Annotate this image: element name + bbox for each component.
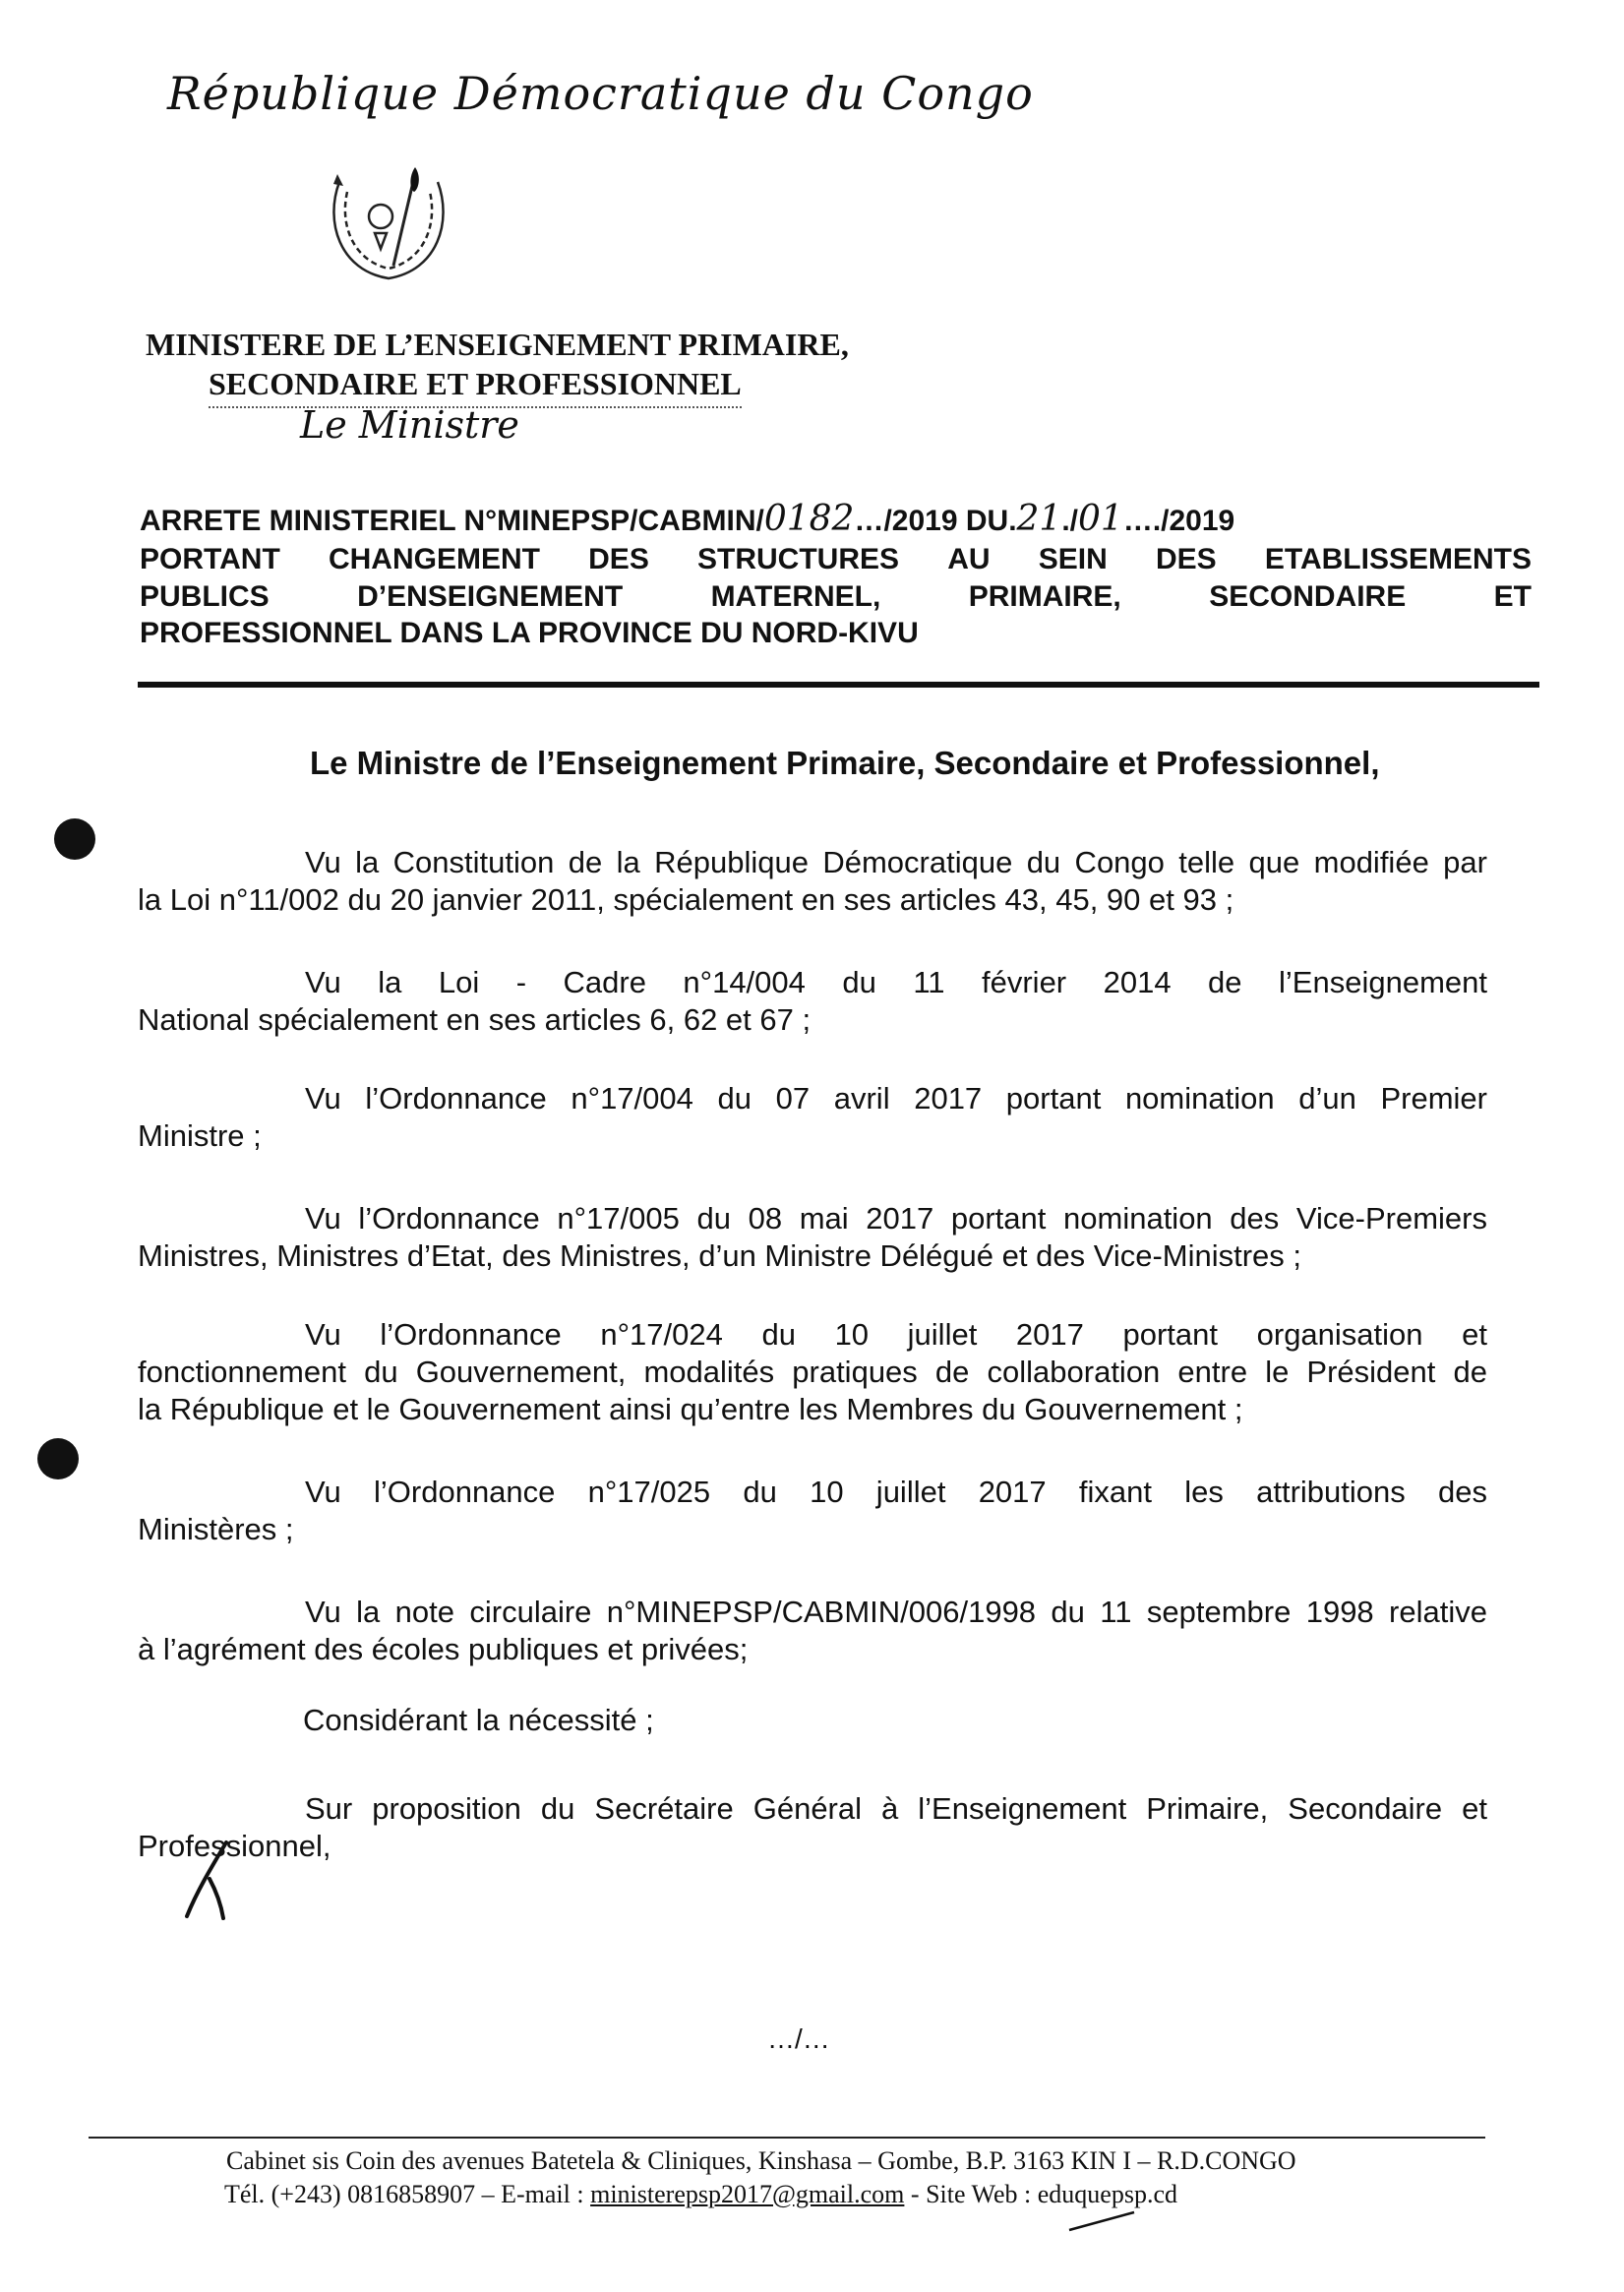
arrete-word: STRUCTURES (697, 543, 900, 575)
arrete-word: PUBLICS (140, 579, 270, 613)
para-line: Vu l’Ordonnance n°17/025 du 10 juillet 2017 fixant les attributions des (305, 1475, 1487, 1509)
arrete-month: 01 (1078, 499, 1123, 539)
arrete-line1 (140, 497, 1532, 541)
footer-site: - Site Web : eduquepsp.cd (904, 2180, 1178, 2208)
para-line: Ministre ; (138, 1118, 262, 1153)
arrete-line4: PROFESSIONNEL DANS LA PROVINCE DU NORD-KIVU (140, 617, 919, 649)
punch-hole-mark (54, 818, 95, 860)
arrete-word: D’ENSEIGNEMENT (357, 579, 624, 613)
arrete-line3 (140, 578, 1532, 616)
title-rule (138, 682, 1539, 688)
pen-stroke-icon (1067, 2208, 1136, 2233)
arrete-word: DES (588, 543, 649, 575)
proposition-paragraph (138, 1790, 1487, 1865)
visa-paragraph (138, 1316, 1487, 1428)
para-line: Vu l’Ordonnance n°17/004 du 07 avril 2017 portant nomination d’un Premier (305, 1081, 1487, 1116)
visa-paragraph (138, 964, 1487, 1039)
punch-hole-mark (37, 1438, 79, 1479)
arrete-number: 0182 (763, 499, 855, 539)
arrete-word: MATERNEL, (710, 579, 881, 613)
para-line: Vu la note circulaire n°MINEPSP/CABMIN/006/1998 du 11 septembre 1998 relative (305, 1595, 1487, 1629)
para-line: National spécialement en ses articles 6, 62 et 67 ; (138, 1002, 812, 1037)
coat-of-arms-icon (320, 162, 457, 290)
arrete-year-du: …/2019 DU. (854, 505, 1017, 537)
page-continuation: …/… (767, 2023, 830, 2054)
handwritten-initial-icon (182, 1838, 251, 1921)
para-line: la République et le Gouvernement ainsi qu’entre les Membres du Gouvernement ; (138, 1392, 1243, 1426)
visa-paragraph (138, 1474, 1487, 1548)
para-line: Ministères ; (138, 1512, 294, 1546)
visa-paragraph (138, 1200, 1487, 1275)
arrete-line2 (140, 541, 1532, 578)
para-line: Vu l’Ordonnance n°17/005 du 08 mai 2017 portant nomination des Vice-Premiers (305, 1201, 1487, 1236)
para-line: Ministres, Ministres d’Etat, des Ministres, d’un Ministre Délégué et des Vice-Ministres ; (138, 1238, 1302, 1273)
minister-title: Le Ministre (300, 403, 519, 447)
arrete-word: ET (1493, 579, 1532, 613)
footer-address: Cabinet sis Coin des avenues Batetela & Cliniques, Kinshasa – Gombe, B.P. 3163 KIN I – R.D.CONGO (226, 2146, 1296, 2175)
footer-email-link[interactable]: ministerepsp2017@gmail.com (590, 2180, 905, 2208)
footer-rule (89, 2137, 1485, 2139)
para-line: Sur proposition du Secrétaire Général à l’Enseignement Primaire, Secondaire et (305, 1791, 1487, 1826)
para-line: Vu la Constitution de la République Démocratique du Congo telle que modifiée par (305, 845, 1487, 879)
arrete-prefix (140, 497, 1234, 541)
arrete-word: SECONDAIRE (1209, 579, 1407, 613)
considerant-paragraph (138, 1702, 1487, 1739)
para-line: Vu la Loi - Cadre n°14/004 du 11 février 2014 de l’Enseignement (305, 965, 1487, 999)
arrete-word: ETABLISSEMENTS (1264, 543, 1532, 575)
ministry-name-line2-text: SECONDAIRE ET PROFESSIONNEL (209, 366, 742, 401)
para-line: fonctionnement du Gouvernement, modalités pratiques de collaboration entre le Président de (138, 1355, 1487, 1389)
arrete-word: CHANGEMENT (328, 543, 540, 575)
arrete-word: SEIN (1038, 543, 1108, 575)
arrete-title (140, 497, 1532, 652)
arrete-year-end: …./2019 (1122, 505, 1235, 537)
arrete-word: AU (947, 543, 991, 575)
visa-paragraph (138, 844, 1487, 919)
para-line: Vu l’Ordonnance n°17/024 du 10 juillet 2017 portant organisation et (305, 1317, 1487, 1352)
ministry-name-line2 (209, 366, 742, 408)
arrete-slash: ./ (1061, 505, 1079, 537)
arrete-word: PORTANT (140, 543, 280, 575)
para-line: à l’agrément des écoles publiques et privées; (138, 1632, 749, 1666)
arrete-word: PRIMAIRE, (968, 579, 1121, 613)
para-line: la Loi n°11/002 du 20 janvier 2011, spécialement en ses articles 43, 45, 90 et 93 ; (138, 882, 1234, 917)
arrete-day: 21 (1016, 499, 1062, 539)
visa-paragraph (138, 1594, 1487, 1668)
para-line: Considérant la nécessité ; (303, 1703, 654, 1737)
preamble-heading: Le Ministre de l’Enseignement Primaire, Secondaire et Professionnel, (310, 745, 1380, 781)
footer-tel: Tél. (+243) 0816858907 – E-mail : (224, 2180, 591, 2208)
country-name: République Démocratique du Congo (167, 67, 1034, 120)
footer-contact (224, 2180, 1177, 2209)
arrete-prefix-text: ARRETE MINISTERIEL N°MINEPSP/CABMIN/ (140, 505, 764, 537)
visa-paragraph (138, 1080, 1487, 1155)
ministry-name-line1: MINISTERE DE L’ENSEIGNEMENT PRIMAIRE, (146, 327, 849, 362)
arrete-word: DES (1155, 543, 1217, 575)
para-line: Professionnel, (138, 1829, 331, 1863)
